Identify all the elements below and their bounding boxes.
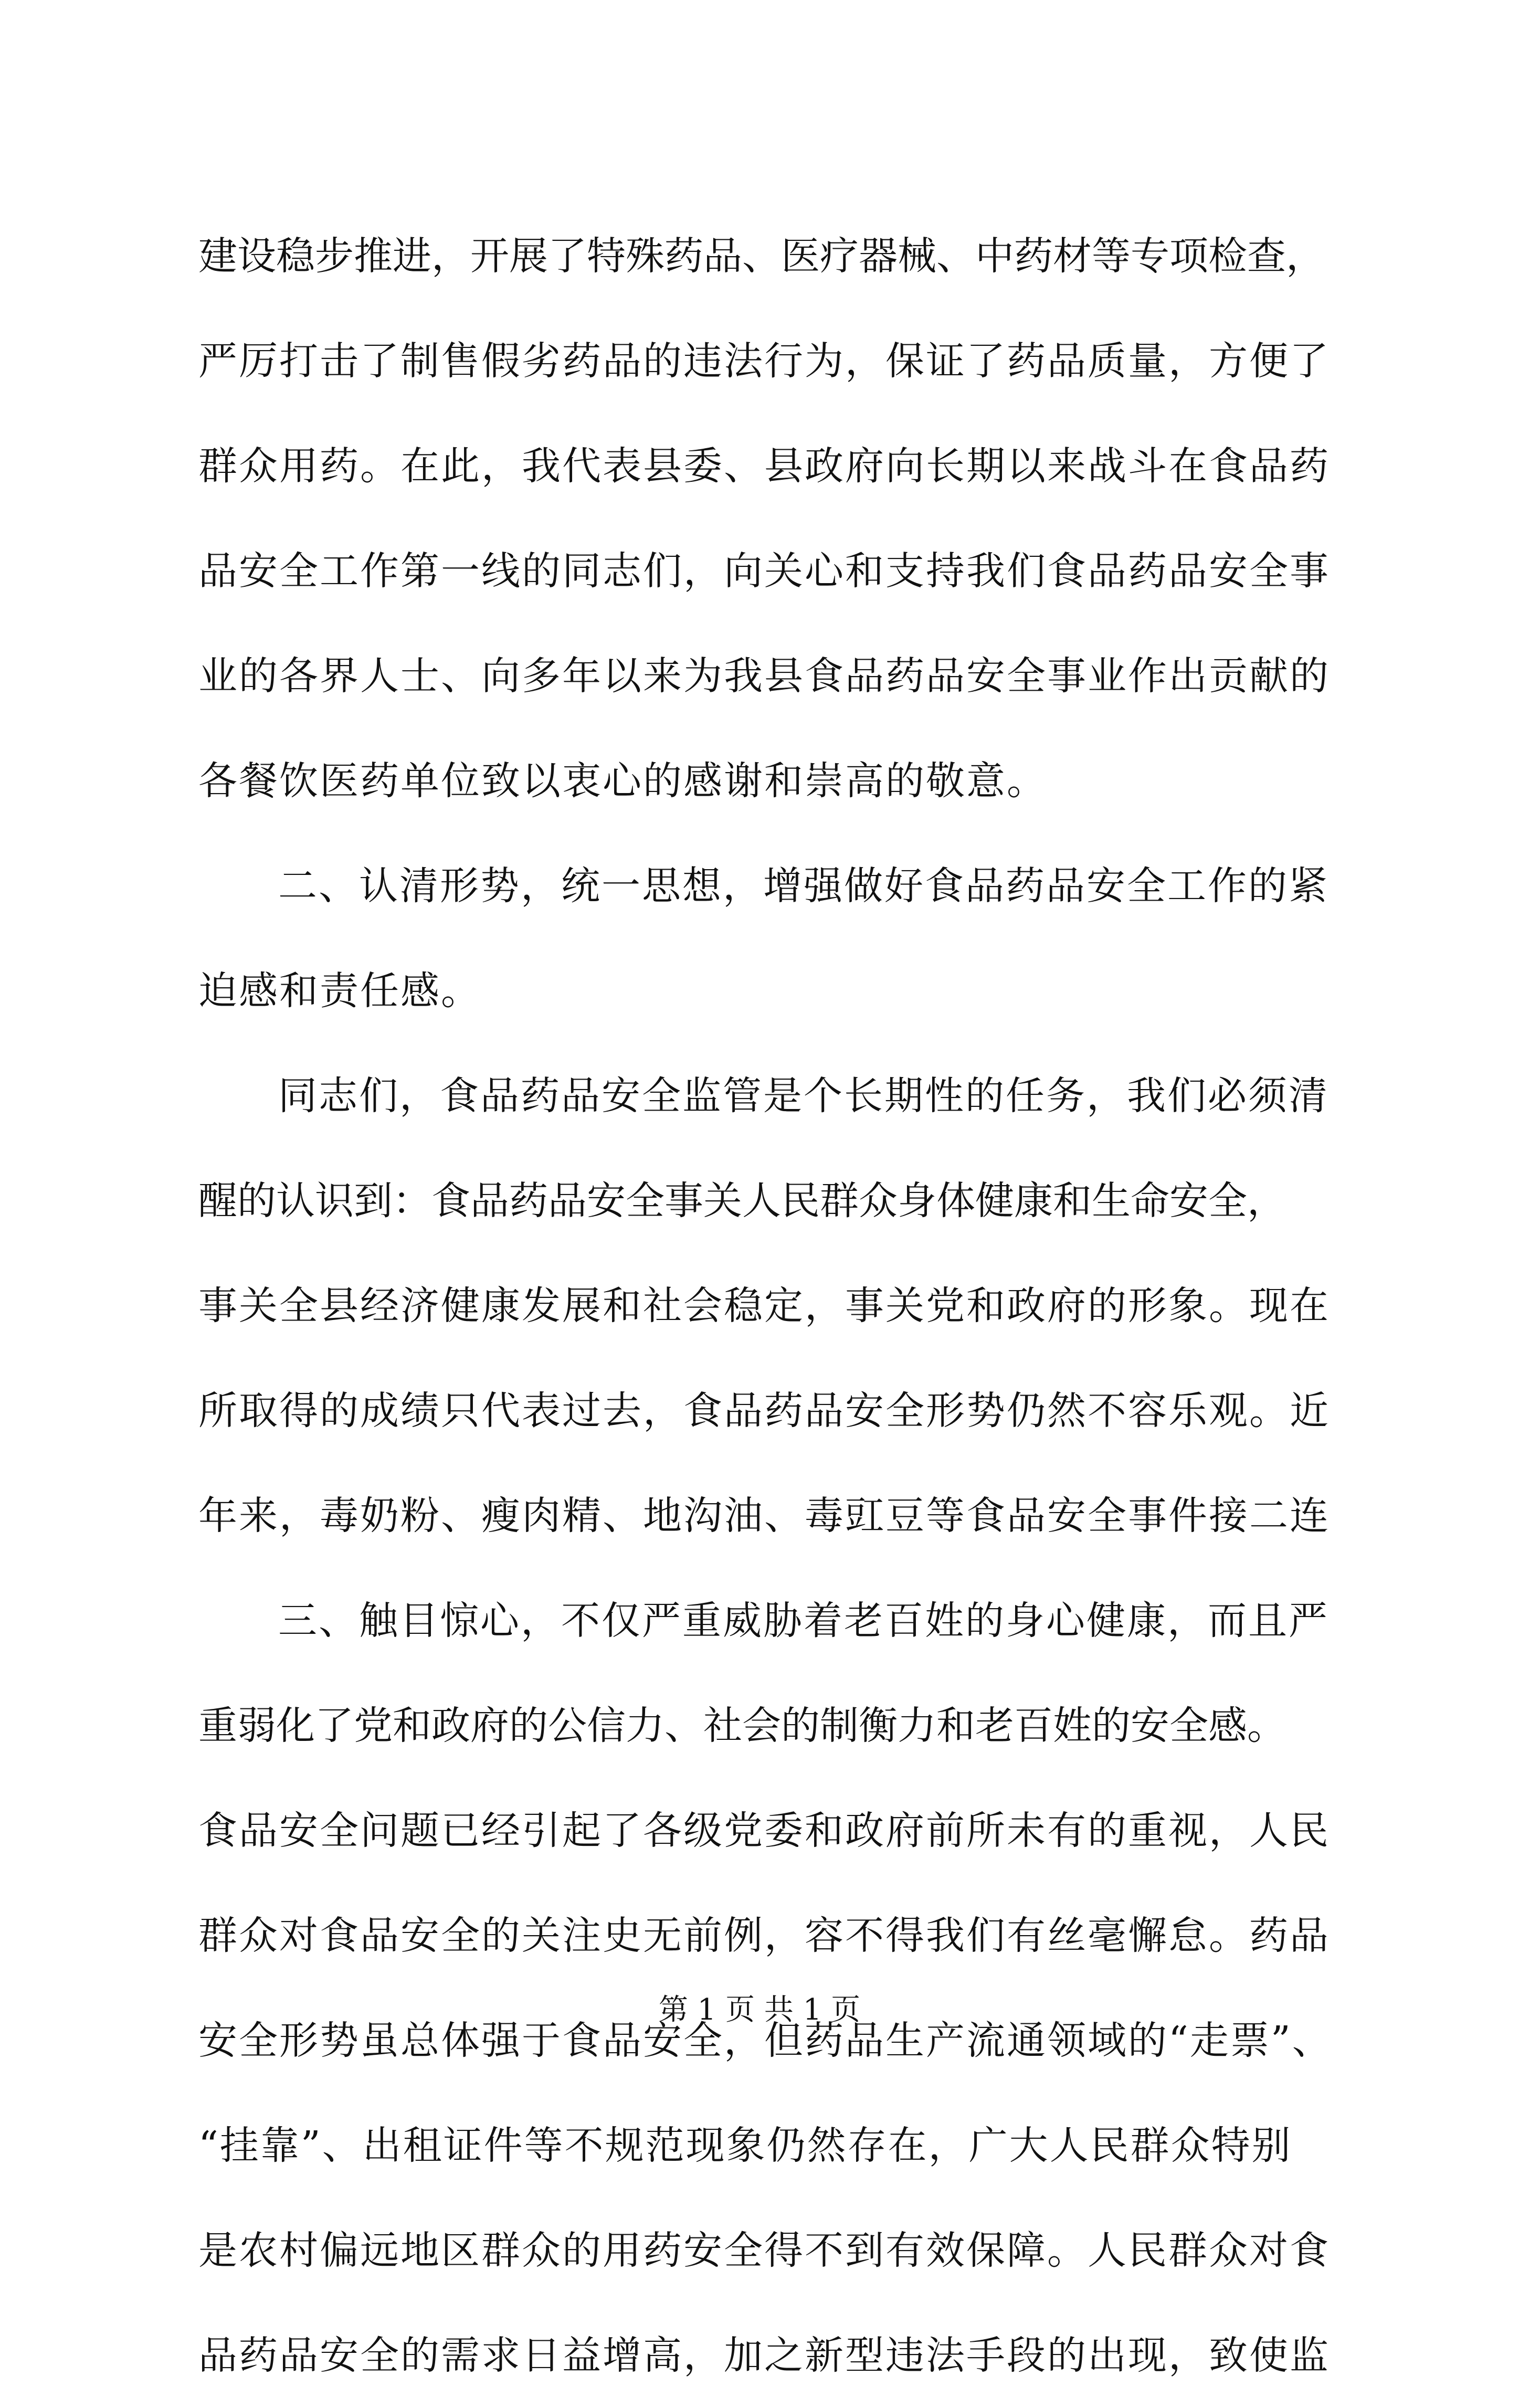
text-line: 年来，毒奶粉、瘦肉精、地沟油、毒豇豆等食品安全事件接二连 [198,1493,1330,1538]
text-line: 各餐饮医药单位致以衷心的感谢和崇高的敬意。 [198,758,1047,804]
text-line: 群众对食品安全的关注史无前例，容不得我们有丝毫懈怠。药品 [198,1913,1330,1958]
text-line: 建设稳步推进，开展了特殊药品、医疗器械、中药材等专项检查， [198,234,1325,279]
text-line: 食品安全问题已经引起了各级党委和政府前所未有的重视，人民 [198,1808,1330,1853]
text-line: 醒的认识到：食品药品安全事关人民群众身体健康和生命安全， [198,1178,1286,1223]
text-line: 事关全县经济健康发展和社会稳定，事关党和政府的形象。现在 [198,1283,1330,1328]
text-line: 同志们，食品药品安全监管是个长期性的任务，我们必须清 [278,1073,1329,1118]
document-body [198,204,1337,2408]
page-number-footer: 第 1 页 共 1 页 [658,1993,861,2027]
text-line: 严厉打击了制售假劣药品的违法行为，保证了药品质量，方便了 [198,339,1330,384]
text-line: 是农村偏远地区群众的用药安全得不到有效保障。人民群众对食 [198,2228,1330,2273]
text-line: 所取得的成绩只代表过去，食品药品安全形势仍然不容乐观。近 [198,1388,1330,1433]
text-line: 品药品安全的需求日益增高，加之新型违法手段的出现，致使监 [198,2333,1330,2378]
text-line: 安全形势虽总体强于食品安全，但药品生产流通领域的“走票”、 [198,2018,1333,2063]
text-line: “挂靠”、出租证件等不规范现象仍然存在，广大人民群众特别 [198,2123,1292,2168]
text-line: 三、触目惊心，不仅严重威胁着老百姓的身心健康，而且严 [278,1598,1329,1643]
text-line: 业的各界人士、向多年以来为我县食品药品安全事业作出贡献的 [198,653,1330,699]
text-line: 群众用药。在此，我代表县委、县政府向长期以来战斗在食品药 [198,443,1330,489]
text-line: 品安全工作第一线的同志们，向关心和支持我们食品药品安全事 [198,548,1330,594]
section-heading-line: 迫感和责任感。 [198,968,481,1013]
text-line: 重弱化了党和政府的公信力、社会的制衡力和老百姓的安全感。 [198,1703,1286,1748]
section-heading-line: 二、认清形势，统一思想，增强做好食品药品安全工作的紧 [278,863,1329,909]
